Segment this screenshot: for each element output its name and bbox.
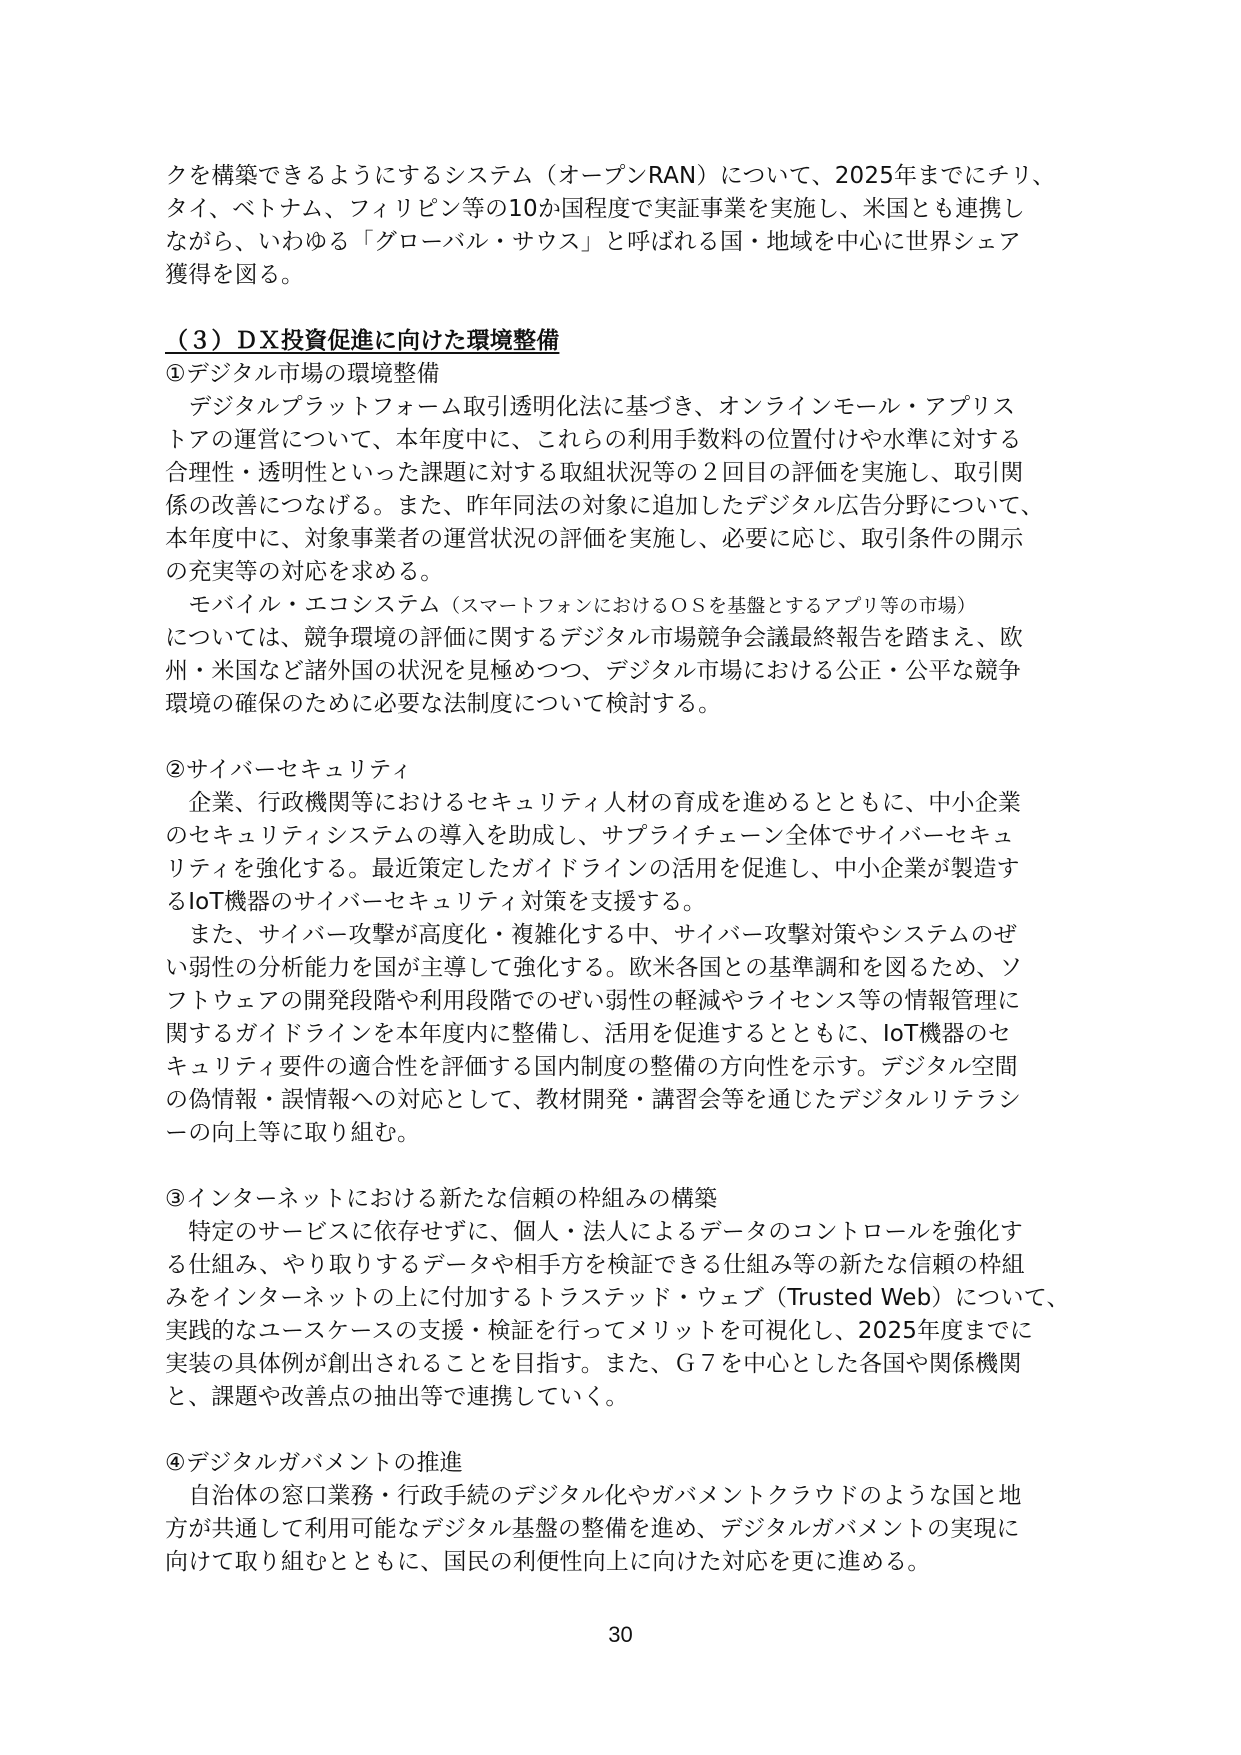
text-line: い弱性の分析能力を国が主導して強化する。欧米各国との基準調和を図るため、ソ (165, 955, 1023, 981)
intro-paragraph (165, 160, 1105, 292)
subsection-digital-market (165, 358, 1105, 721)
spacer (165, 1414, 1105, 1447)
text-line: リティを強化する。最近策定したガイドラインの活用を促進し、中小企業が製造す (165, 856, 1020, 882)
mobile-ecosystem-note: （スマートフォンにおけるＯＳを基盤とするアプリ等の市場） (441, 595, 977, 617)
subsection-title: ③インターネットにおける新たな信頼の枠組みの構築 (165, 1186, 718, 1212)
text-line: 実践的なユースケースの支援・検証を行ってメリットを可視化し、2025年度までに (165, 1318, 1034, 1344)
text-line: 州・米国など諸外国の状況を見極めつつ、デジタル市場における公正・公平な競争 (165, 658, 1022, 684)
text-line: については、競争環境の評価に関するデジタル市場競争会議最終報告を踏まえ、欧 (165, 625, 1023, 651)
text-line: のセキュリティシステムの導入を助成し、サプライチェーン全体でサイバーセキュ (165, 823, 1015, 849)
text-line: るIoT機器のサイバーセキュリティ対策を支援する。 (165, 889, 707, 915)
text-line: クを構築できるようにするシステム（オープンRAN）について、2025年までにチリ、 (165, 163, 1056, 189)
text-line (165, 589, 1105, 622)
subsection-digital-government (165, 1447, 1105, 1579)
text-line: 獲得を図る。 (165, 262, 305, 288)
mobile-ecosystem-lead: モバイル・エコシステム (165, 592, 442, 618)
text-line: 方が共通して利用可能なデジタル基盤の整備を進め、デジタルガバメントの実現に (165, 1516, 1020, 1542)
text-line: フトウェアの開発段階や利用段階でのぜい弱性の軽減やライセンス等の情報管理に (165, 988, 1021, 1014)
subsection-title: ①デジタル市場の環境整備 (165, 361, 440, 387)
text-line: 企業、行政機関等におけるセキュリティ人材の育成を進めるとともに、中小企業 (165, 790, 1022, 816)
text-line: 本年度中に、対象事業者の運営状況の評価を実施し、必要に応じ、取引条件の開示 (165, 526, 1024, 552)
text-line: 関するガイドラインを本年度内に整備し、活用を促進するとともに、IoT機器のセ (165, 1021, 1012, 1047)
spacer (165, 1150, 1105, 1183)
subsection-title: ④デジタルガバメントの推進 (165, 1450, 463, 1476)
spacer (165, 721, 1105, 754)
section-heading: （３）ＤＸ投資促進に向けた環境整備 (165, 328, 560, 354)
text-line: 向けて取り組むとともに、国民の利便性向上に向けた対応を更に進める。 (165, 1549, 931, 1575)
text-line: 実装の具体例が創出されることを目指す。また、Ｇ７を中心とした各国や関係機関 (165, 1351, 1022, 1377)
subsection-cybersecurity (165, 754, 1105, 1150)
text-line: と、課題や改善点の抽出等で連携していく。 (165, 1384, 629, 1410)
document-body (165, 160, 1105, 1579)
subsection-trust-framework (165, 1183, 1105, 1414)
text-line: トアの運営について、本年度中に、これらの利用手数料の位置付けや水準に対する (165, 427, 1022, 453)
text-line: 自治体の窓口業務・行政手続のデジタル化やガバメントクラウドのような国と地 (165, 1483, 1022, 1509)
text-line: デジタルプラットフォーム取引透明化法に基づき、オンラインモール・アプリス (165, 394, 1016, 420)
text-line: の充実等の対応を求める。 (165, 559, 444, 585)
text-line: の偽情報・誤情報への対応として、教材開発・講習会等を通じたデジタルリテラシ (165, 1087, 1022, 1113)
text-line: 合理性・透明性といった課題に対する取組状況等の２回目の評価を実施し、取引関 (165, 460, 1024, 486)
text-line: ーの向上等に取り組む。 (165, 1120, 421, 1146)
text-line: タイ、ベトナム、フィリピン等の10か国程度で実証事業を実施し、米国とも連携し (165, 196, 1026, 222)
text-line: みをインターネットの上に付加するトラステッド・ウェブ（Trusted Web）について、 (165, 1285, 1070, 1311)
text-line: 係の改善につなげる。また、昨年同法の対象に追加したデジタル広告分野について、 (165, 493, 1044, 519)
text-line: キュリティ要件の適合性を評価する国内制度の整備の方向性を示す。デジタル空間 (165, 1054, 1018, 1080)
text-line: 特定のサービスに依存せずに、個人・法人によるデータのコントロールを強化す (165, 1219, 1023, 1245)
page-number: 30 (608, 1622, 633, 1647)
text-line: る仕組み、やり取りするデータや相手方を検証できる仕組み等の新たな信頼の枠組 (165, 1252, 1025, 1278)
subsection-title: ②サイバーセキュリティ (165, 757, 413, 783)
text-line: ながら、いわゆる「グローバル・サウス」と呼ばれる国・地域を中心に世界シェア (165, 229, 1022, 255)
text-line: 環境の確保のために必要な法制度について検討する。 (165, 691, 722, 717)
text-line: また、サイバー攻撃が高度化・複雑化する中、サイバー攻撃対策やシステムのぜ (165, 922, 1017, 948)
spacer (165, 292, 1105, 325)
